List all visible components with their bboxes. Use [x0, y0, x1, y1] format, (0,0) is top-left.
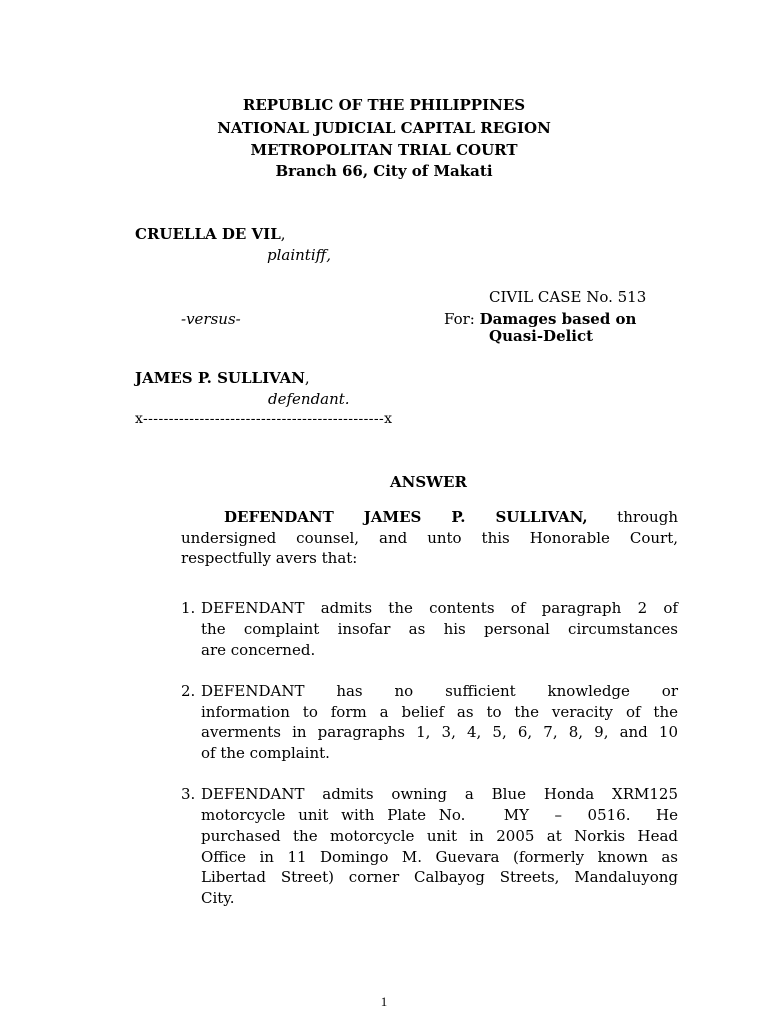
- paragraph-2-line-3: averments in paragraphs 1, 3, 4, 5, 6, 7, 8, 9, and 10: [201, 723, 678, 741]
- defendant-name-comma: ,: [304, 369, 310, 387]
- paragraph-3-line-3: purchased the motorcycle unit in 2005 at Norkis Head: [201, 827, 678, 845]
- intro-line-3: respectfully avers that:: [181, 549, 358, 567]
- paragraph-2-number: 2.: [181, 682, 196, 700]
- plaintiff-role: plaintiff,: [267, 246, 332, 264]
- defendant-block: [135, 369, 310, 387]
- paragraph-3-line-2: motorcycle unit with Plate No. MY – 0516. He: [201, 806, 678, 824]
- case-for-label: For:: [444, 310, 475, 328]
- intro-line1-rest: through: [617, 508, 678, 526]
- paragraph-1-number: 1.: [181, 599, 196, 617]
- civil-case-number: CIVIL CASE No. 513: [489, 288, 647, 306]
- paragraph-3-line-6: City.: [201, 889, 235, 907]
- document-title: ANSWER: [390, 473, 467, 491]
- paragraph-2-line-1: DEFENDANT has no sufficient knowledge or: [201, 682, 678, 700]
- case-subject-line1: [444, 310, 636, 328]
- paragraph-2-line-2: information to form a belief as to the veracity of the: [201, 703, 678, 721]
- paragraph-3-line-1: DEFENDANT admits owning a Blue Honda XRM125: [201, 785, 678, 803]
- paragraph-3-number: 3.: [181, 785, 196, 803]
- case-subject-first: Damages based on: [479, 310, 637, 328]
- paragraph-1-line-1: DEFENDANT admits the contents of paragraph 2 of: [201, 599, 678, 617]
- paragraph-1-line-3: are concerned.: [201, 641, 316, 659]
- intro-lead: DEFENDANT JAMES P. SULLIVAN,: [224, 508, 588, 526]
- intro-line-2: undersigned counsel, and unto this Honorable Court,: [181, 529, 678, 547]
- paragraph-1-line-2: the complaint insofar as his personal circumstances: [201, 620, 678, 638]
- case-subject-line2: Quasi-Delict: [489, 327, 594, 345]
- court-header-region: NATIONAL JUDICIAL CAPITAL REGION: [217, 119, 551, 137]
- intro-line-1: [224, 508, 678, 526]
- defendant-role: defendant.: [268, 390, 350, 408]
- versus-label: -versus-: [181, 310, 241, 328]
- paragraph-3-line-5: Libertad Street) corner Calbayog Streets, Mandaluyong: [201, 868, 678, 886]
- court-header-branch: Branch 66, City of Makati: [275, 162, 493, 180]
- court-header-republic: REPUBLIC OF THE PHILIPPINES: [242, 96, 526, 114]
- paragraph-2-line-4: of the complaint.: [201, 744, 330, 762]
- plaintiff-name: CRUELLA DE VIL: [135, 225, 281, 243]
- plaintiff-name-comma: ,: [280, 225, 286, 243]
- paragraph-3-line-4: Office in 11 Domingo M. Guevara (formerly known as: [201, 848, 678, 866]
- defendant-name: JAMES P. SULLIVAN: [135, 369, 305, 387]
- plaintiff-block: [135, 225, 286, 243]
- court-header-court: METROPOLITAN TRIAL COURT: [250, 141, 518, 159]
- page-number: 1: [380, 994, 388, 1009]
- caption-separator: x-----------------------------------------------x: [135, 411, 393, 427]
